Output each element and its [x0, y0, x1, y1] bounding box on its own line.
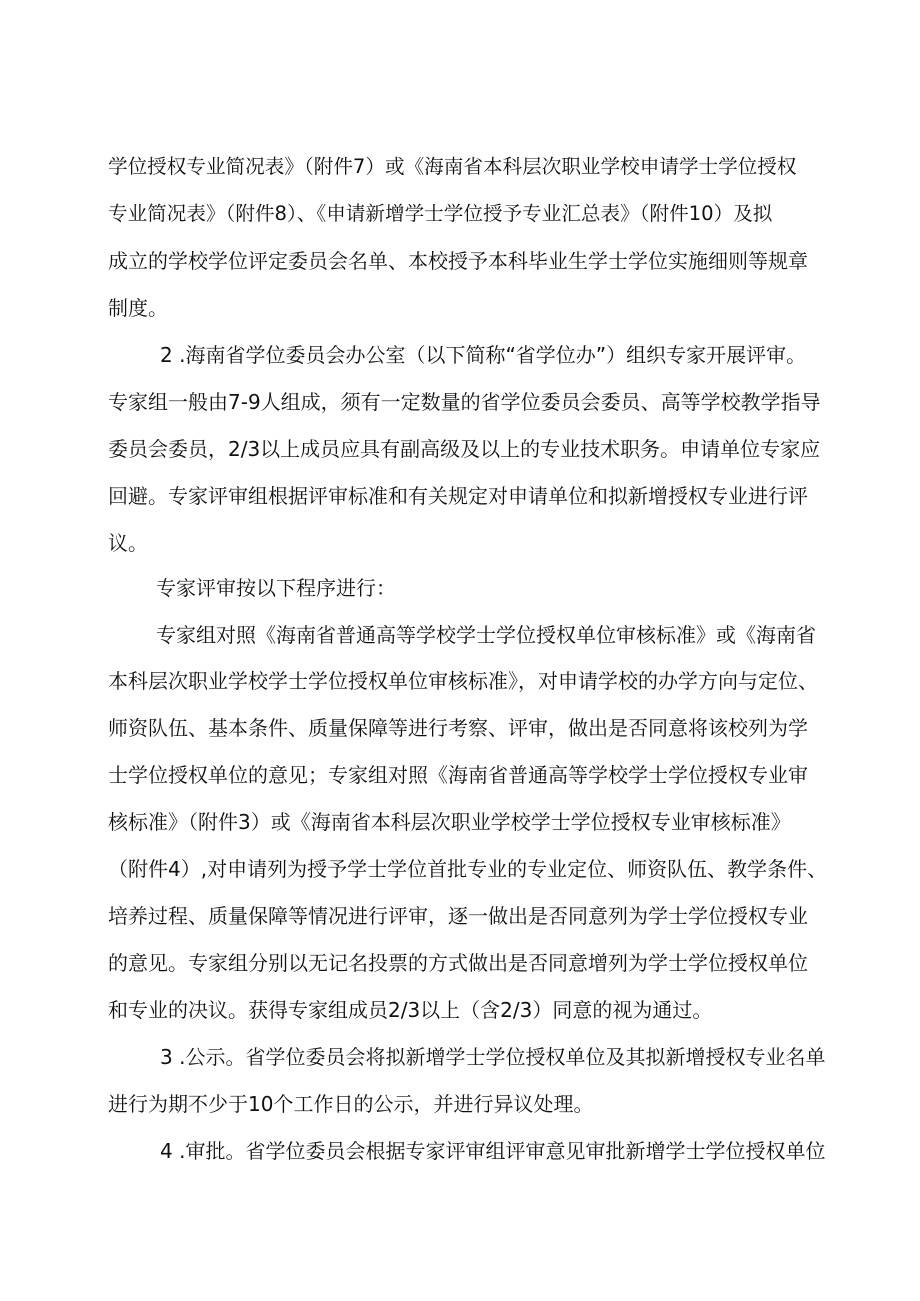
text-line: 专家组对照《海南省普通高等学校学士学位授权单位审核标准》或《海南省 — [156, 623, 816, 647]
text-line: 成立的学校学位评定委员会名单、本校授予本科毕业生学士学位实施细则等规章 — [108, 249, 808, 273]
text-line: 4 .审批。省学位委员会根据专家评审组评审意见审批新增学士学位授权单位 — [160, 1139, 826, 1163]
text-line: 士学位授权单位的意见；专家组对照《海南省普通高等学校学士学位授权专业审 — [108, 763, 808, 787]
text-line: 培养过程、质量保障等情况进行评审，逐一做出是否同意列为学士学位授权专业 — [108, 904, 808, 928]
text-line: 学位授权专业简况表》（附件7）或《海南省本科层次职业学校申请学士学位授权 — [108, 155, 797, 178]
text-line: 进行为期不少于10个工作日的公示，并进行异议处理。 — [108, 1092, 594, 1116]
text-line: （附件4）,对申请列为授予学士学位首批专业的专业定位、师资队伍、教学条件、 — [108, 857, 828, 881]
text-line: 师资队伍、基本条件、质量保障等进行考察、评审，做出是否同意将该校列为学 — [108, 716, 808, 740]
text-line: 专家组一般由7-9人组成，须有一定数量的省学位委员会委员、高等学校教学指导 — [108, 390, 821, 414]
text-line: 核标准》（附件3）或《海南省本科层次职业学校学士学位授权专业审核标准》 — [108, 810, 791, 834]
text-line: 委员会委员，2/3以上成员应具有副高级及以上的专业技术职务。申请单位专家应 — [108, 437, 821, 461]
text-line: 议。 — [108, 531, 148, 555]
text-line: 3 .公示。省学位委员会将拟新增学士学位授权单位及其拟新增授权专业名单 — [160, 1045, 826, 1069]
text-line: 和专业的决议。获得专家组成员2/3以上（含2/3）同意的视为通过。 — [108, 998, 713, 1022]
text-line: 2 .海南省学位委员会办公室（以下简称“省学位办”）组织专家开展评审。 — [160, 343, 807, 367]
text-line: 制度。 — [108, 296, 168, 320]
text-line: 专家评审按以下程序进行： — [156, 576, 396, 600]
text-line: 本科层次职业学校学士学位授权单位审核标准》，对申请学校的办学方向与定位、 — [108, 669, 818, 693]
text-line: 的意见。专家组分别以无记名投票的方式做出是否同意增列为学士学位授权单位 — [108, 951, 808, 975]
text-line: 回避。专家评审组根据评审标准和有关规定对申请单位和拟新增授权专业进行评 — [108, 484, 808, 508]
text-line: 专业简况表》（附件8）、《申请新增学士学位授予专业汇总表》（附件10）及拟 — [108, 202, 773, 225]
